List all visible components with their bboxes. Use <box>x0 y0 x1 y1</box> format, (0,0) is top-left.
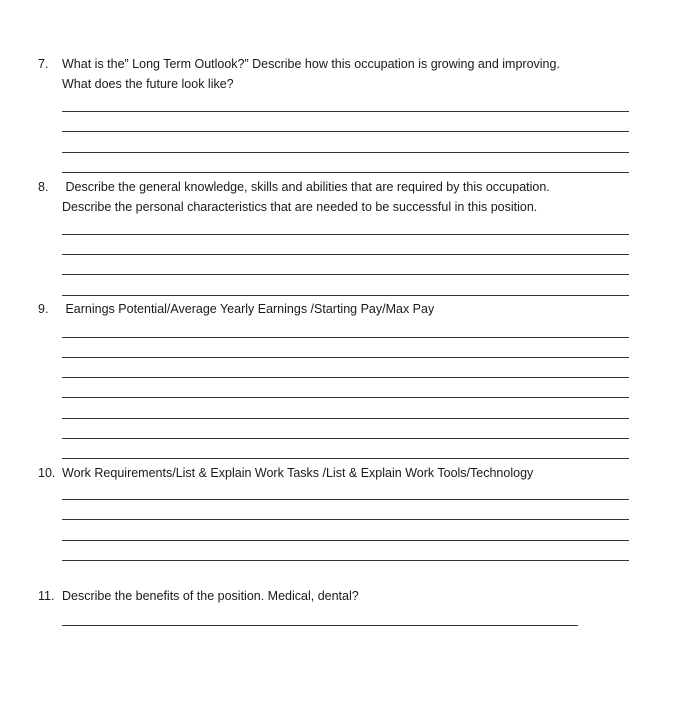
question-11 <box>38 586 359 606</box>
question-text: What is the” Long Term Outlook?” Describe how this occupation is growing and improving. <box>62 57 560 71</box>
question-number: 10. <box>38 466 56 480</box>
answer-line[interactable] <box>62 560 629 561</box>
question-number: 9. <box>38 302 49 316</box>
answer-line[interactable] <box>62 172 629 173</box>
question-text: Describe the general knowledge, skills and abilities that are required by this occupation. <box>62 180 550 194</box>
question-number: 11. <box>38 589 55 603</box>
question-text: Describe the benefits of the position. Medical, dental? <box>62 589 359 603</box>
answer-line[interactable] <box>62 337 629 338</box>
answer-line[interactable] <box>62 254 629 255</box>
question-number: 7. <box>38 57 49 71</box>
answer-line[interactable] <box>62 540 629 541</box>
answer-line[interactable] <box>62 131 629 132</box>
question-9 <box>38 299 434 319</box>
question-text: Earnings Potential/Average Yearly Earnings /Starting Pay/Max Pay <box>62 302 435 316</box>
answer-line[interactable] <box>62 519 629 520</box>
question-text: Work Requirements/List & Explain Work Tasks /List & Explain Work Tools/Technology <box>62 466 534 480</box>
answer-line[interactable] <box>62 418 629 419</box>
question-7 <box>38 54 560 91</box>
answer-line[interactable] <box>62 357 629 358</box>
question-text-continued: What does the future look like? <box>62 77 234 91</box>
answer-line[interactable] <box>62 625 578 626</box>
question-10 <box>38 463 533 483</box>
answer-line[interactable] <box>62 397 629 398</box>
answer-line[interactable] <box>62 111 629 112</box>
answer-line[interactable] <box>62 499 629 500</box>
answer-line[interactable] <box>62 295 629 296</box>
question-text-continued: Describe the personal characteristics that are needed to be successful in this position. <box>62 200 538 214</box>
answer-line[interactable] <box>62 152 629 153</box>
answer-line[interactable] <box>62 274 629 275</box>
answer-line[interactable] <box>62 234 629 235</box>
answer-line[interactable] <box>62 377 629 378</box>
answer-line[interactable] <box>62 438 629 439</box>
answer-line[interactable] <box>62 458 629 459</box>
question-8 <box>38 177 550 214</box>
question-number: 8. <box>38 180 49 194</box>
